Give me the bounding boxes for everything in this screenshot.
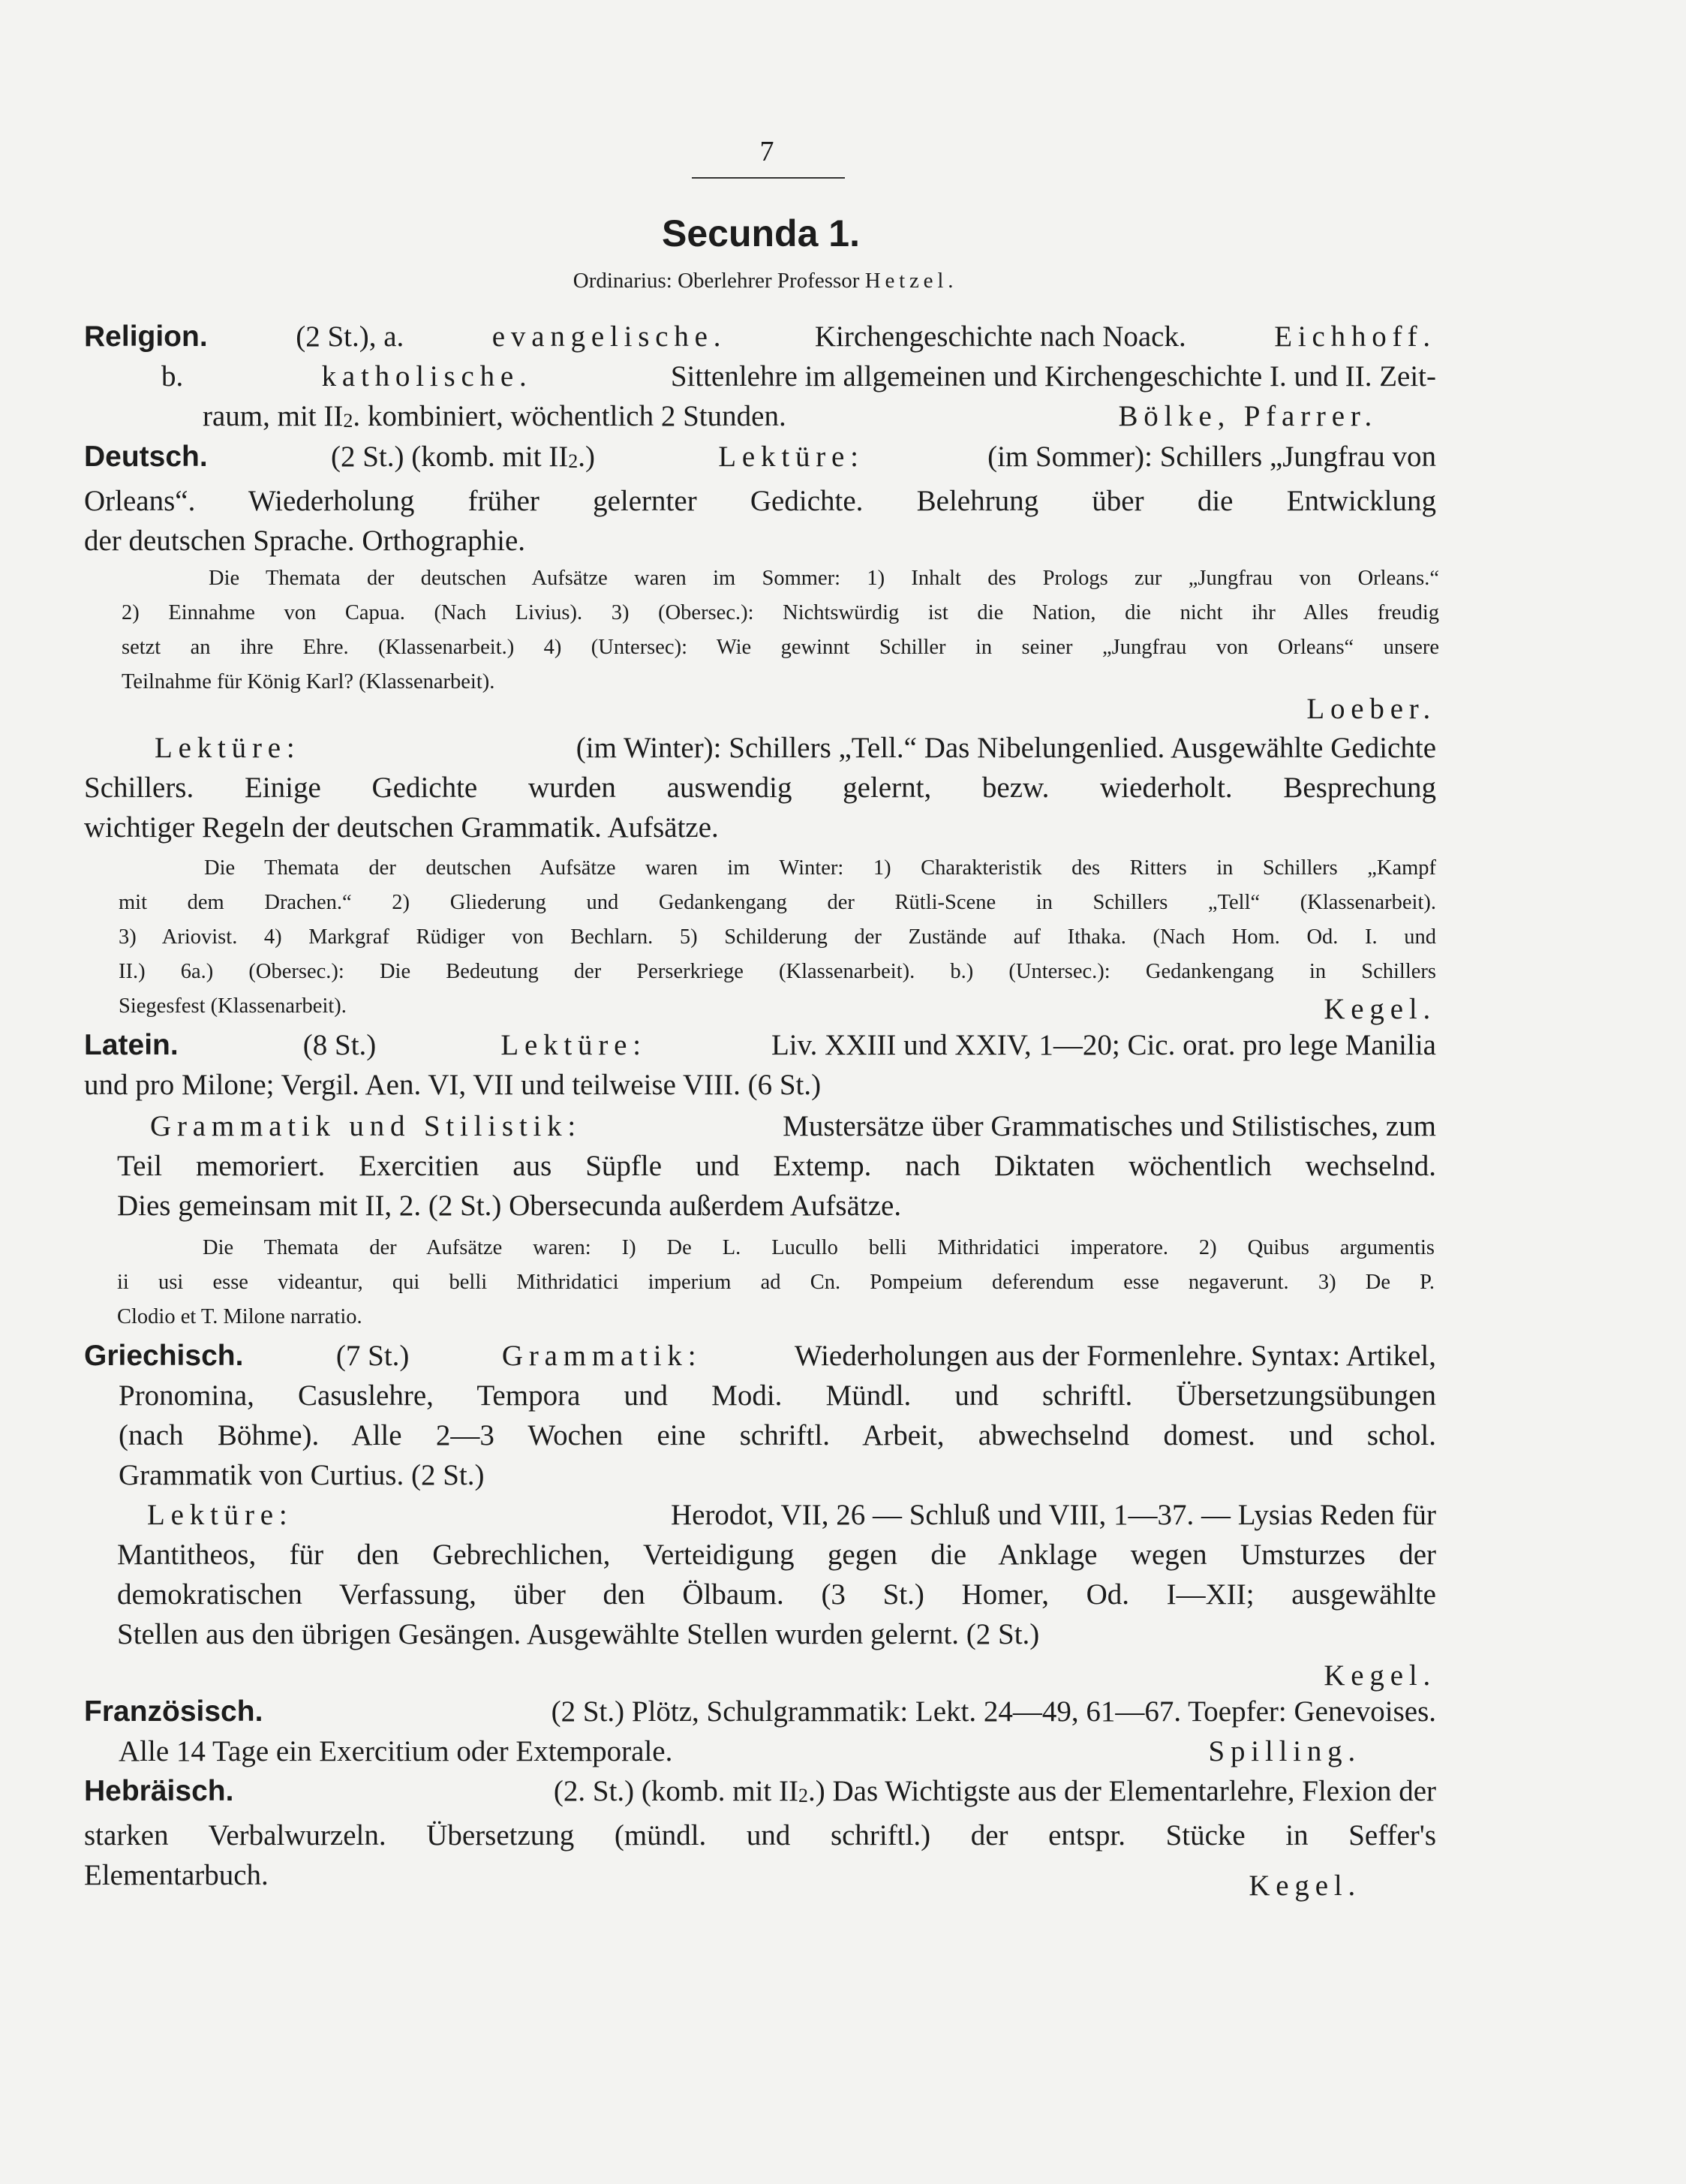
griechisch-lektuere xyxy=(84,1495,1436,1654)
griechisch-teacher xyxy=(84,1656,1436,1695)
theme-line: mit dem Drachen.“ 2) Gliederung und Gedankengang der Rütli-Scene in Schillers „Tell“ (Klassenarbeit). xyxy=(119,891,1436,914)
latein-section xyxy=(84,1025,1436,1105)
teacher-kegel: Kegel. xyxy=(1324,993,1436,1025)
griechisch-line-4: Grammatik von Curtius. (2 St.) xyxy=(119,1459,485,1491)
teacher-spilling: Spilling. xyxy=(1208,1735,1361,1767)
deutsch-subject: Deutsch. xyxy=(84,441,208,473)
latein-line-2: und pro Milone; Vergil. Aen. VI, VII und teilweise VIII. (6 St.) xyxy=(84,1069,822,1101)
griechisch-lektuere-label: Lektüre: xyxy=(147,1499,293,1531)
religion-katholisch-text: Sittenlehre im allgemeinen und Kirchengeschichte I. und II. Zeit- xyxy=(670,360,1436,393)
hebraeisch-line-3 xyxy=(84,1855,1436,1902)
griechisch-lektuere-text: Herodot, VII, 26 — Schluß und VIII, 1—37. — Lysias Reden für xyxy=(670,1499,1436,1531)
franzoesisch-text-2: Alle 14 Tage ein Exercitium oder Extemporale. xyxy=(119,1735,673,1767)
latein-lektuere-text: Liv. XXIII und XXIV, 1—20; Cic. orat. pro lege Manilia xyxy=(771,1029,1436,1061)
deutsch-winter-lektuere-label: Lektüre: xyxy=(155,732,301,764)
latein-grammatik-line-3: Dies gemeinsam mit II, 2. (2 St.) Obersecunda außerdem Aufsätze. xyxy=(117,1190,902,1222)
hebraeisch-text: (2. St.) (komb. mit II2.) Das Wichtigste aus der Elementarlehre, Flexion der xyxy=(553,1775,1436,1807)
theme-line: Die Themata der Aufsätze waren: I) De L. Lucullo belli Mithridatici imperatore. 2) Quibus argumentis xyxy=(203,1236,1435,1259)
griechisch-subject: Griechisch. xyxy=(84,1340,244,1372)
franzoesisch-line-2 xyxy=(84,1731,1436,1771)
religion-teacher-1: Eichhoff. xyxy=(1274,320,1436,353)
deutsch-teacher-winter xyxy=(84,989,1436,1029)
deutsch-winter-line-2: Schillers. Einige Gedichte wurden auswendig gelernt, bezw. wiederholt. Besprechung xyxy=(84,772,1436,804)
theme-line: Clodio et T. Milone narratio. xyxy=(117,1305,362,1328)
griechisch-line-1 xyxy=(84,1336,1436,1376)
griechisch-section xyxy=(84,1336,1436,1495)
deutsch-summer-themes xyxy=(122,561,1439,699)
religion-evangelisch-text: Kirchengeschichte nach Noack. xyxy=(814,320,1186,353)
deutsch-hours: (2 St.) (komb. mit II2.) xyxy=(330,441,596,473)
section-title: Secunda 1. xyxy=(662,212,860,254)
latein-lektuere-label: Lektüre: xyxy=(500,1029,647,1061)
hebraeisch-line-1 xyxy=(84,1771,1436,1815)
latein-grammatik xyxy=(84,1106,1436,1226)
teacher-loeber: Loeber. xyxy=(1306,693,1436,725)
theme-line: Teilnahme für König Karl? (Klassenarbeit). xyxy=(122,670,495,693)
deutsch-lektuere-label: Lektüre: xyxy=(718,441,864,473)
theme-line: II.) 6a.) (Obersec.): Die Bedeutung der Perserkriege (Klassenarbeit). b.) (Untersec.): Gedankengang in Schillers xyxy=(119,960,1436,983)
griechisch-hours: (7 St.) xyxy=(335,1340,410,1372)
deutsch-line-3: der deutschen Sprache. Orthographie. xyxy=(84,525,526,557)
latein-grammatik-line-1 xyxy=(84,1106,1436,1146)
griechisch-line-3: (nach Böhme). Alle 2—3 Wochen eine schriftl. Arbeit, abwechselnd domest. und schol. xyxy=(119,1419,1436,1451)
deutsch-winter-lektuere-text: (im Winter): Schillers „Tell.“ Das Nibelungenlied. Ausgewählte Gedichte xyxy=(576,732,1436,764)
griechisch-line-2: Pronomina, Casuslehre, Tempora und Modi. Mündl. und schriftl. Übersetzungsübungen xyxy=(119,1379,1436,1412)
franzoesisch-line-1 xyxy=(84,1692,1436,1731)
franzoesisch-subject: Französisch. xyxy=(84,1695,263,1728)
teacher-kegel: Kegel. xyxy=(1324,1659,1436,1692)
ordinarius-line xyxy=(420,269,1110,293)
theme-line: Siegesfest (Klassenarbeit). xyxy=(119,994,347,1018)
griechisch-grammatik-label: Grammatik: xyxy=(501,1340,702,1372)
theme-line: Die Themata der deutschen Aufsätze waren im Winter: 1) Charakteristik des Ritters in Schillers „Kampf xyxy=(204,856,1436,880)
religion-subject: Religion. xyxy=(84,320,208,353)
religion-teacher-2: Bölke, Pfarrer. xyxy=(1118,400,1378,432)
deutsch-line-2: Orleans“. Wiederholung früher gelernter Gedichte. Belehrung über die Entwicklung xyxy=(84,485,1436,517)
latein-subject: Latein. xyxy=(84,1029,179,1061)
deutsch-winter xyxy=(84,728,1436,847)
religion-evangelisch: evangelische. xyxy=(491,320,727,353)
ordinarius-name: Hetzel. xyxy=(864,269,958,293)
theme-line: 2) Einnahme von Capua. (Nach Livius). 3) (Obersec.): Nichtswürdig ist die Nation, die nicht ihr Alles freudig xyxy=(122,601,1439,624)
header-rule xyxy=(692,177,845,179)
hebraeisch-section xyxy=(84,1771,1436,1902)
ordinarius-label: Ordinarius: Oberlehrer Professor xyxy=(573,269,860,293)
deutsch-winter-line-3: wichtiger Regeln der deutschen Grammatik. Aufsätze. xyxy=(84,811,719,844)
latein-grammatik-label: Grammatik und Stilistik: xyxy=(150,1110,582,1142)
griechisch-grammatik-text: Wiederholungen aus der Formenlehre. Syntax: Artikel, xyxy=(794,1340,1436,1372)
theme-line: ii usi esse videantur, qui belli Mithridatici imperium ad Cn. Pompeium deferendum esse negaverunt. 3) De P. xyxy=(117,1271,1435,1294)
religion-line-3-text: raum, mit II2. kombiniert, wöchentlich 2 Stunden. xyxy=(203,400,786,432)
theme-line: Die Themata der deutschen Aufsätze waren im Sommer: 1) Inhalt des Prologs zur „Jungfrau von Orleans.“ xyxy=(209,567,1439,590)
theme-line: setzt an ihre Ehre. (Klassenarbeit.) 4) (Untersec): Wie gewinnt Schiller in seiner „Jungfrau von Orleans“ unsere xyxy=(122,636,1439,659)
religion-hours: (2 St.), a. xyxy=(296,320,404,353)
religion-line-3 xyxy=(84,396,1436,441)
franzoesisch-text: (2 St.) Plötz, Schulgrammatik: Lekt. 24—49, 61—67. Toepfer: Genevoises. xyxy=(551,1695,1436,1728)
griechisch-lektuere-line-3: demokratischen Verfassung, über den Ölbaum. (3 St.) Homer, Od. I—XII; ausgewählte xyxy=(117,1578,1436,1611)
deutsch-teacher-summer xyxy=(84,689,1436,729)
deutsch-section xyxy=(84,437,1436,561)
deutsch-winter-line-1 xyxy=(84,728,1436,768)
deutsch-lektuere-text: (im Sommer): Schillers „Jungfrau von xyxy=(987,441,1436,473)
griechisch-lektuere-line-4: Stellen aus den übrigen Gesängen. Ausgewählte Stellen wurden gelernt. (2 St.) xyxy=(117,1618,1040,1650)
franzoesisch-section xyxy=(84,1692,1436,1771)
latein-line-1 xyxy=(84,1025,1436,1065)
page-number: 7 xyxy=(759,136,774,167)
hebraeisch-subject: Hebräisch. xyxy=(84,1775,234,1807)
latein-themes xyxy=(117,1231,1435,1334)
griechisch-lektuere-line-1 xyxy=(84,1495,1436,1535)
deutsch-line-1 xyxy=(84,437,1436,481)
latein-grammatik-line-2: Teil memoriert. Exercitien aus Süpfle und Extemp. nach Diktaten wöchentlich wechselnd. xyxy=(117,1150,1436,1182)
griechisch-lektuere-line-2: Mantitheos, für den Gebrechlichen, Verteidigung gegen die Anklage wegen Umsturzes der xyxy=(117,1539,1436,1571)
religion-line-2 xyxy=(84,356,1436,396)
latein-grammatik-text: Mustersätze über Grammatisches und Stilistisches, zum xyxy=(783,1110,1436,1142)
theme-line: 3) Ariovist. 4) Markgraf Rüdiger von Bechlarn. 5) Schilderung der Zustände auf Ithaka. (Nach Hom. Od. I. und xyxy=(119,925,1436,949)
latein-hours: (8 St.) xyxy=(302,1029,377,1061)
religion-line-1 xyxy=(84,317,1436,356)
hebraeisch-text-3: Elementarbuch. xyxy=(84,1859,269,1891)
hebraeisch-line-2: starken Verbalwurzeln. Übersetzung (mündl. und schriftl.) der entspr. Stücke in Seffer's xyxy=(84,1819,1436,1852)
religion-b-prefix: b. xyxy=(161,360,184,393)
religion-section xyxy=(84,317,1436,441)
teacher-kegel: Kegel. xyxy=(1249,1870,1361,1902)
religion-katholisch: katholische. xyxy=(321,360,533,393)
